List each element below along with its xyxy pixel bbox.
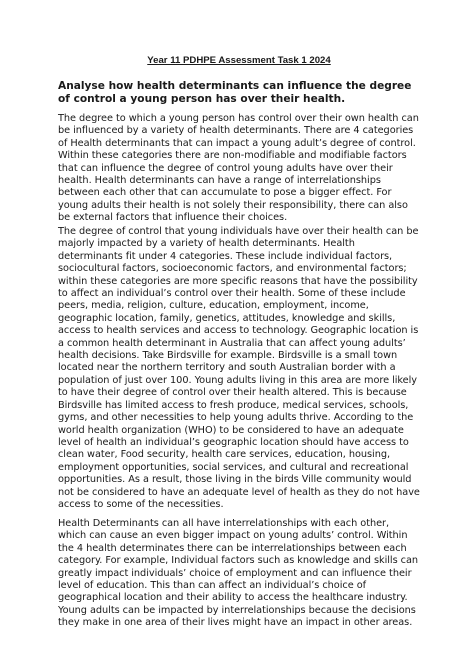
document-title: Year 11 PDHPE Assessment Task 1 2024 bbox=[147, 55, 331, 66]
paragraph-geographic-location: The degree of control that young individuals have over their health can be majorly impacted by a variety of health determinants. Health determinants fit under 4 categories. These include individual factors, sociocultural factors, socioeconomic factors, and environmental factors; within these categories are more specific reasons that have the possibility to affect an individual’s control over their health. Some of these include peers, media, religion, culture, education, employment, income, geographic location, family, genetics, attitudes, knowledge and skills, access to health services and access to technology. Geographic location is a common health determinant in Australia that can affect young adults’ health decisions. Take Birdsville for example. Birdsville is a small town located near the northern territory and south Australian border with a population of just over 100. Young adults living in this area are more likely to have their degree of control over their health altered. This is because Birdsville has limited access to fresh produce, medical services, schools, gyms, and other necessities to help young adults thrive. According to the world health organization (WHO) to be considered to have an adequate level of health an individual’s geographic location should have access to clean water, Food security, health care services, education, housing, employment opportunities, social services, and cultural and recreational opportunities. As a result, those living in the birds Ville community would not be considered to have an adequate level of health as they do not have access to some of the necessities. bbox=[58, 226, 420, 510]
paragraph-interrelationships: Health Determinants can all have interrelationships with each other, which can cause an even bigger impact on young adults’ control. Within the 4 health determinates there can be interrelationships between each category. For example, Individual factors such as knowledge and skills can greatly impact individuals’ choice of employment and can influence their level of education. This than can affect an individual’s choice of geographical location and their ability to access the healthcare industry. Young adults can be impacted by interrelationships because the decisions they make in one area of their lives might have an impact in other areas. bbox=[58, 518, 419, 629]
essay-question: Analyse how health determinants can influence the degree of control a young person has over their health. bbox=[58, 80, 412, 105]
paragraph-introduction: The degree to which a young person has control over their own health can be influenced by a variety of health determinants. There are 4 categories of Health determinants that can impact a young adult’s degree of control. Within these categories there are non-modifiable and modifiable factors that can influence the degree of control young adults have over their health. Health determinants can have a range of interrelationships between each other that can accumulate to pose a bigger effect. For young adults their health is not solely their responsibility, there can also be external factors that influence their choices. bbox=[58, 113, 419, 224]
